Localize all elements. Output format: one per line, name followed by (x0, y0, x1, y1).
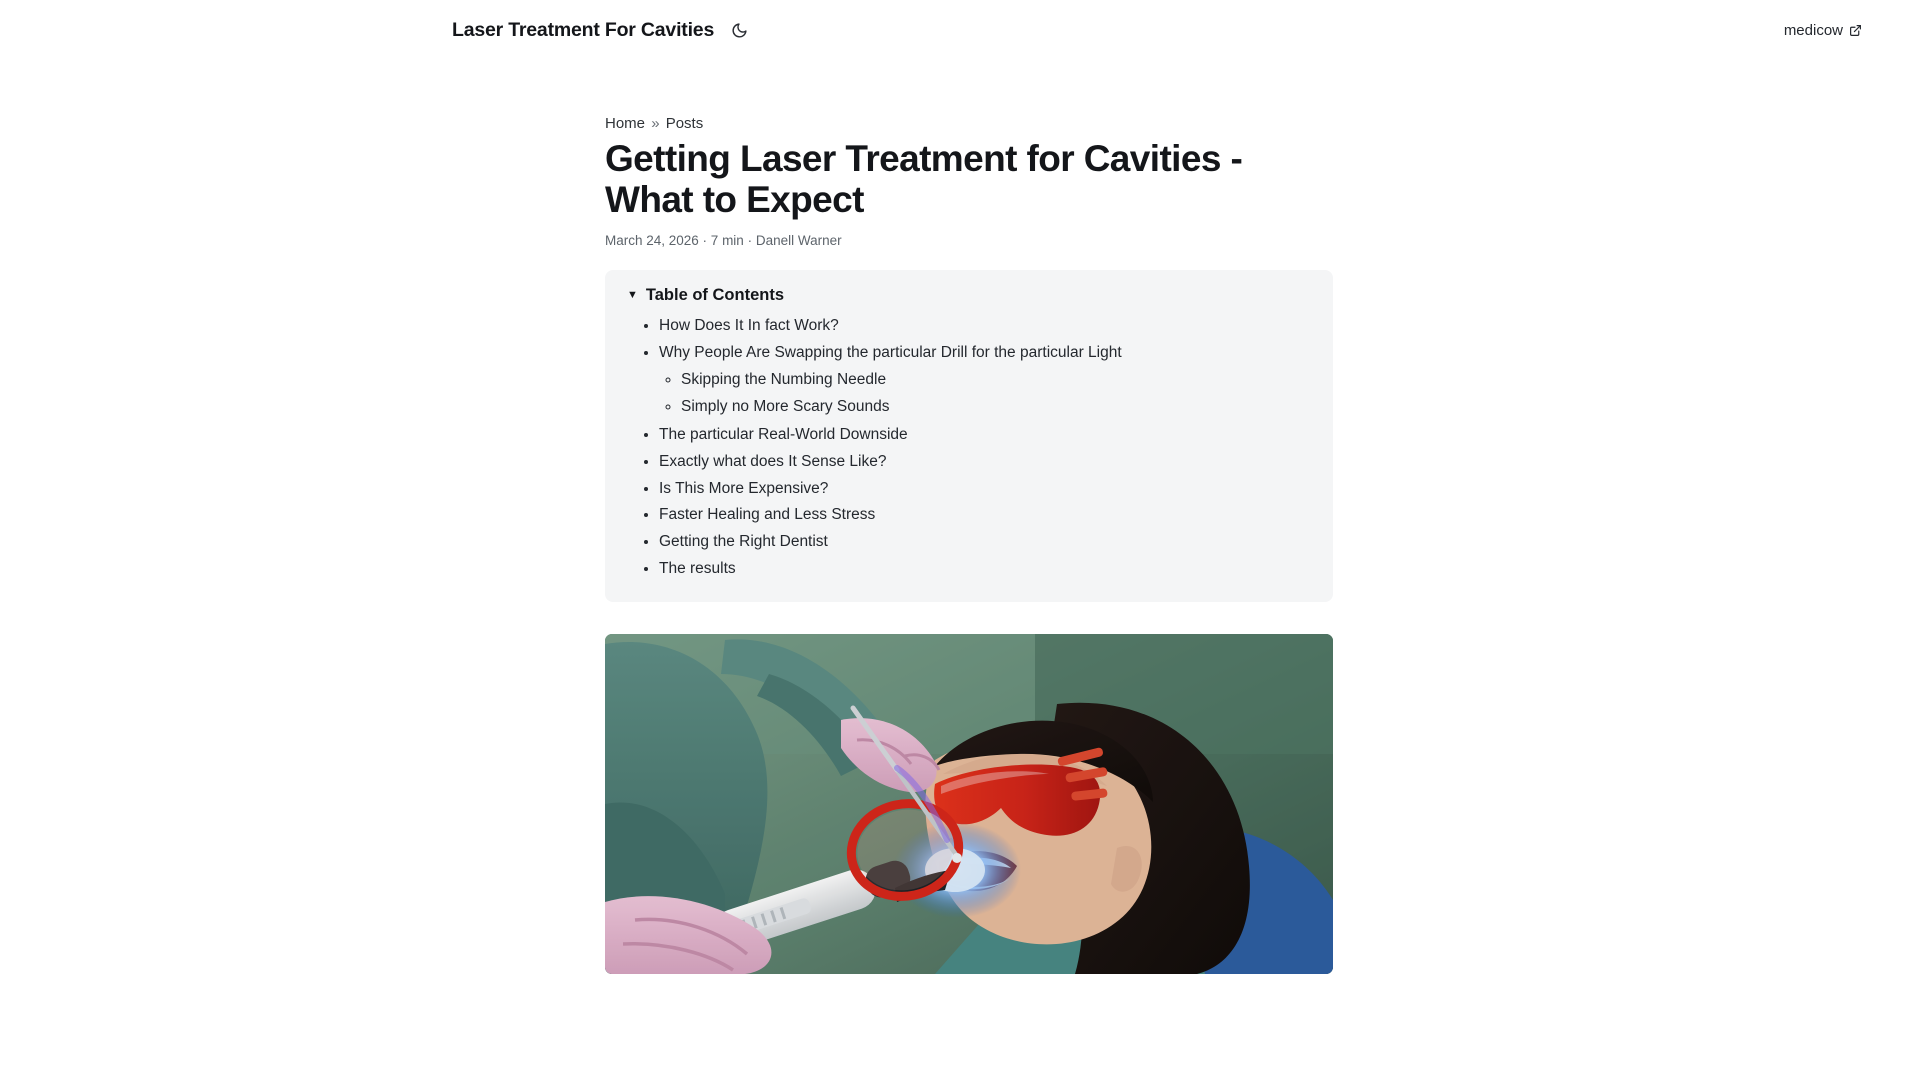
breadcrumb (605, 115, 1333, 132)
list-item (659, 313, 1311, 340)
external-site-link-label: medicow (1783, 21, 1843, 39)
toc-link[interactable]: How Does It In fact Work? (659, 317, 839, 335)
toc-list (627, 313, 1311, 582)
list-item (659, 555, 1311, 582)
external-site-link[interactable] (1784, 22, 1862, 39)
page-title: Getting Laser Treatment for Cavities - What to Expect (605, 138, 1243, 221)
breadcrumb-separator: » (651, 115, 660, 132)
toc-link[interactable]: Simply no More Scary Sounds (681, 397, 890, 415)
hero-image (605, 634, 1333, 974)
list-item (659, 475, 1311, 502)
list-item (659, 448, 1311, 475)
toc-link[interactable]: Skipping the Numbing Needle (681, 371, 887, 389)
list-item (659, 422, 1311, 449)
list-item (659, 529, 1311, 556)
breadcrumb-home[interactable]: Home (605, 115, 646, 132)
toc-link[interactable]: Exactly what does It Sense Like? (659, 452, 887, 470)
toc-link[interactable]: Why People Are Swapping the particular Drill for the particular Light (659, 344, 1122, 362)
toc-toggle[interactable] (627, 286, 1311, 305)
header-left-group (452, 19, 750, 42)
post-meta: March 24, 2026 · 7 min · Danell Warner (605, 232, 842, 248)
list-item (659, 340, 1311, 422)
list-item (681, 367, 1311, 394)
list-item (659, 502, 1311, 529)
site-header (0, 0, 1920, 60)
article (605, 60, 1333, 974)
moon-icon[interactable] (728, 19, 750, 41)
site-title: Laser Treatment For Cavities (452, 18, 715, 41)
table-of-contents (605, 270, 1333, 602)
toc-link[interactable]: The particular Real-World Downside (659, 426, 908, 444)
caret-down-icon: ▼ (627, 288, 638, 301)
toc-label: Table of Contents (645, 285, 784, 304)
external-link-icon (1849, 24, 1862, 37)
toc-link[interactable]: The results (659, 559, 736, 577)
toc-sublist (659, 367, 1311, 420)
toc-link[interactable]: Is This More Expensive? (659, 479, 829, 497)
breadcrumb-posts[interactable]: Posts (665, 115, 704, 132)
toc-link[interactable]: Faster Healing and Less Stress (659, 506, 876, 524)
toc-link[interactable]: Getting the Right Dentist (659, 533, 828, 550)
list-item (681, 393, 1311, 420)
